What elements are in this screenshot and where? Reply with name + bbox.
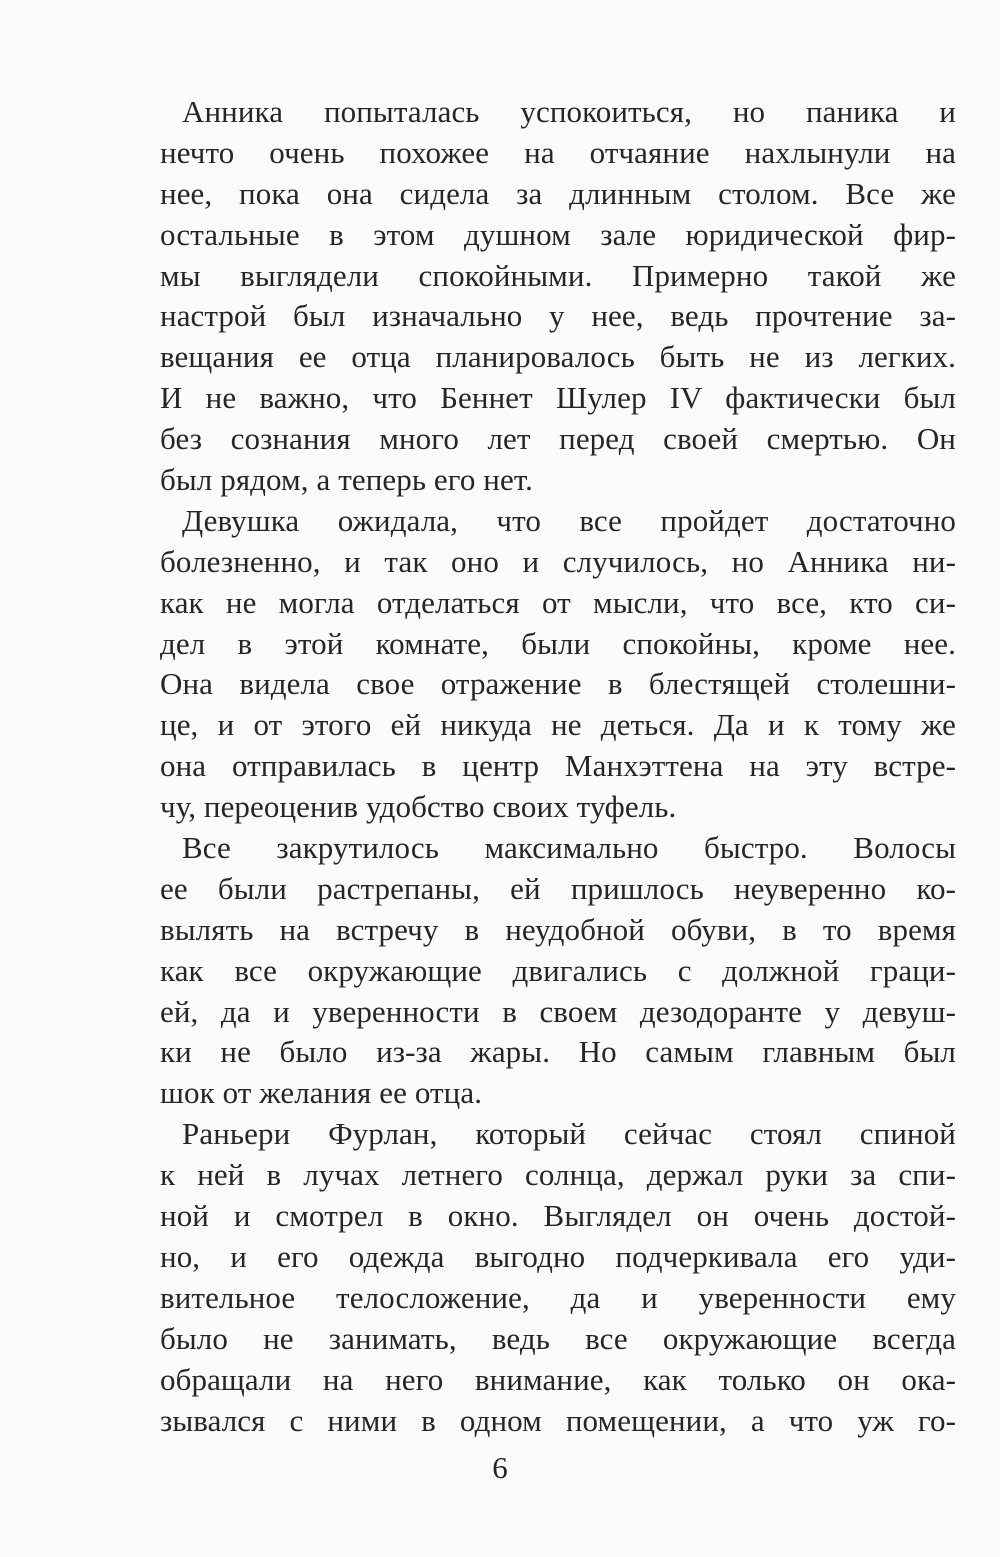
text-line: Девушка ожидала, что все пройдет достаточно xyxy=(182,502,956,538)
page-number: 6 xyxy=(492,1450,508,1485)
text-line: обращали на него внимание, как только он ока- xyxy=(160,1361,956,1397)
text-line: без сознания много лет перед своей смертью. Он xyxy=(160,421,956,457)
text-line: Она видела свое отражение в блестящей столешни- xyxy=(160,666,956,702)
text-line: был рядом, а теперь его нет. xyxy=(160,462,533,498)
text-line: но, и его одежда выгодно подчеркивала его уди- xyxy=(160,1238,956,1274)
text-line: шок от желания ее отца. xyxy=(160,1075,483,1111)
text-line: как не могла отделаться от мысли, что все, кто си- xyxy=(160,584,956,620)
text-line: це, и от этого ей никуда не деться. Да и к тому же xyxy=(160,707,956,743)
text-line: нее, пока она сидела за длинным столом. Все же xyxy=(160,175,956,211)
text-line: вещания ее отца планировалось быть не из легких. xyxy=(160,339,956,375)
text-line: Все закрутилось максимально быстро. Волосы xyxy=(182,830,956,866)
text-line: ее были растрепаны, ей пришлось неуверенно ко- xyxy=(160,870,956,906)
text-line: зывался с ними в одном помещении, а что уж го- xyxy=(160,1402,956,1438)
text-line: ки не было из-за жары. Но самым главным был xyxy=(160,1034,956,1070)
text-line: вительное телосложение, да и уверенности ему xyxy=(160,1279,956,1315)
text-line: остальные в этом душном зале юридической фир- xyxy=(160,216,956,252)
text-line: дел в этой комнате, были спокойны, кроме нее. xyxy=(160,625,956,661)
text-line: было не занимать, ведь все окружающие всегда xyxy=(160,1320,956,1356)
text-line: ной и смотрел в окно. Выглядел он очень достой- xyxy=(160,1198,956,1234)
text-line: настрой был изначально у нее, ведь прочтение за- xyxy=(160,298,956,334)
text-line: чу, переоценив удобство своих туфель. xyxy=(160,789,677,825)
text-line: как все окружающие двигались с должной граци- xyxy=(160,952,956,988)
text-line: болезненно, и так оно и случилось, но Анника ни- xyxy=(160,543,956,579)
text-line: к ней в лучах летнего солнца, держал руки за спи- xyxy=(160,1157,956,1193)
text-line: она отправилась в центр Манхэттена на эту встре- xyxy=(160,748,956,784)
text-line: нечто очень похожее на отчаяние нахлынули на xyxy=(160,134,956,170)
body-text xyxy=(160,92,956,1441)
text-line: Анника попыталась успокоиться, но паника и xyxy=(182,94,956,129)
text-line: вылять на встречу в неудобной обуви, в то время xyxy=(160,911,956,947)
text-line: И не важно, что Беннет Шулер IV фактически был xyxy=(160,380,956,416)
text-line: мы выглядели спокойными. Примерно такой же xyxy=(160,257,956,293)
text-line: Раньери Фурлан, который сейчас стоял спиной xyxy=(182,1116,956,1152)
text-line: ей, да и уверенности в своем дезодоранте у девуш- xyxy=(160,993,956,1029)
